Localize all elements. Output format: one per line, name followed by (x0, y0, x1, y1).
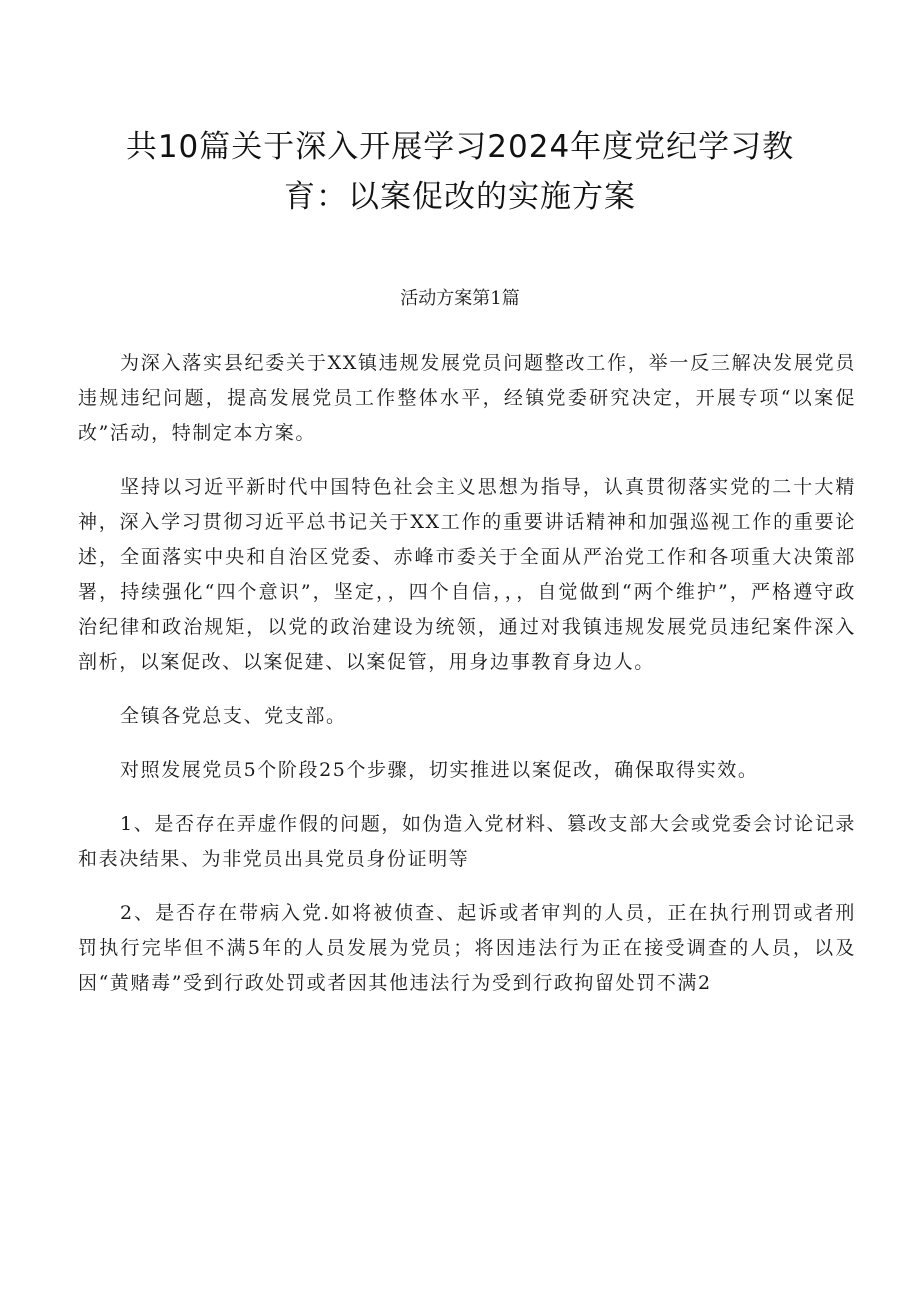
document-body (78, 346, 856, 1020)
section-subtitle: 活动方案第1篇 (400, 288, 520, 309)
paragraph-content: 对照发展党员5个阶段25个步骤，切实推进以案促改，确保取得实效。 (120, 759, 759, 781)
paragraph-guiding-ideology: 坚持以习近平新时代中国特色社会主义思想为指导，认真贯彻落实党的二十大精神，深入学习贯彻习近平总书记关于XX工作的重要讲话精神和加强巡视工作的重要论述，全面落实中央和自治区党委、赤峰市委关于全面从严治党工作和各项重大决策部署，持续强化“四个意识”，坚定，，四个自信，，，自觉做到“两个维护”，严格遵守政治纪律和政治规矩，以党的政治建设为统领，通过对我镇违规发展党员违纪案件深入剖析，以案促改、以案促建、以案促管，用身边事教育身边人。 (78, 476, 856, 673)
paragraph-item-1: 1、是否存在弄虚作假的问题，如伪造入党材料、篡改支部大会或党委会讨论记录和表决结果、为非党员出具党员身份证明等 (78, 813, 856, 870)
paragraph-scope: 全镇各党总支、党支部。 (120, 705, 347, 727)
title-line-2: 育：以案促改的实施方案 (284, 179, 636, 215)
paragraph-intro: 为深入落实县纪委关于XX镇违规发展党员问题整改工作，举一反三解决发展党员违规违纪问题，提高发展党员工作整体水平，经镇党委研究决定，开展专项“以案促改”活动，特制定本方案。 (78, 352, 856, 444)
document-title (60, 122, 860, 222)
paragraph-item-2: 2、是否存在带病入党.如将被侦查、起诉或者审判的人员，正在执行刑罚或者刑罚执行完毕但不满5年的人员发展为党员；将因违法行为正在接受调查的人员，以及因“黄赌毒”受到行政处罚或者因其他违法行为受到行政拘留处罚不满2 (78, 902, 856, 994)
title-line-1: 共10篇关于深入开展学习2024年度党纪学习教 (125, 129, 795, 165)
